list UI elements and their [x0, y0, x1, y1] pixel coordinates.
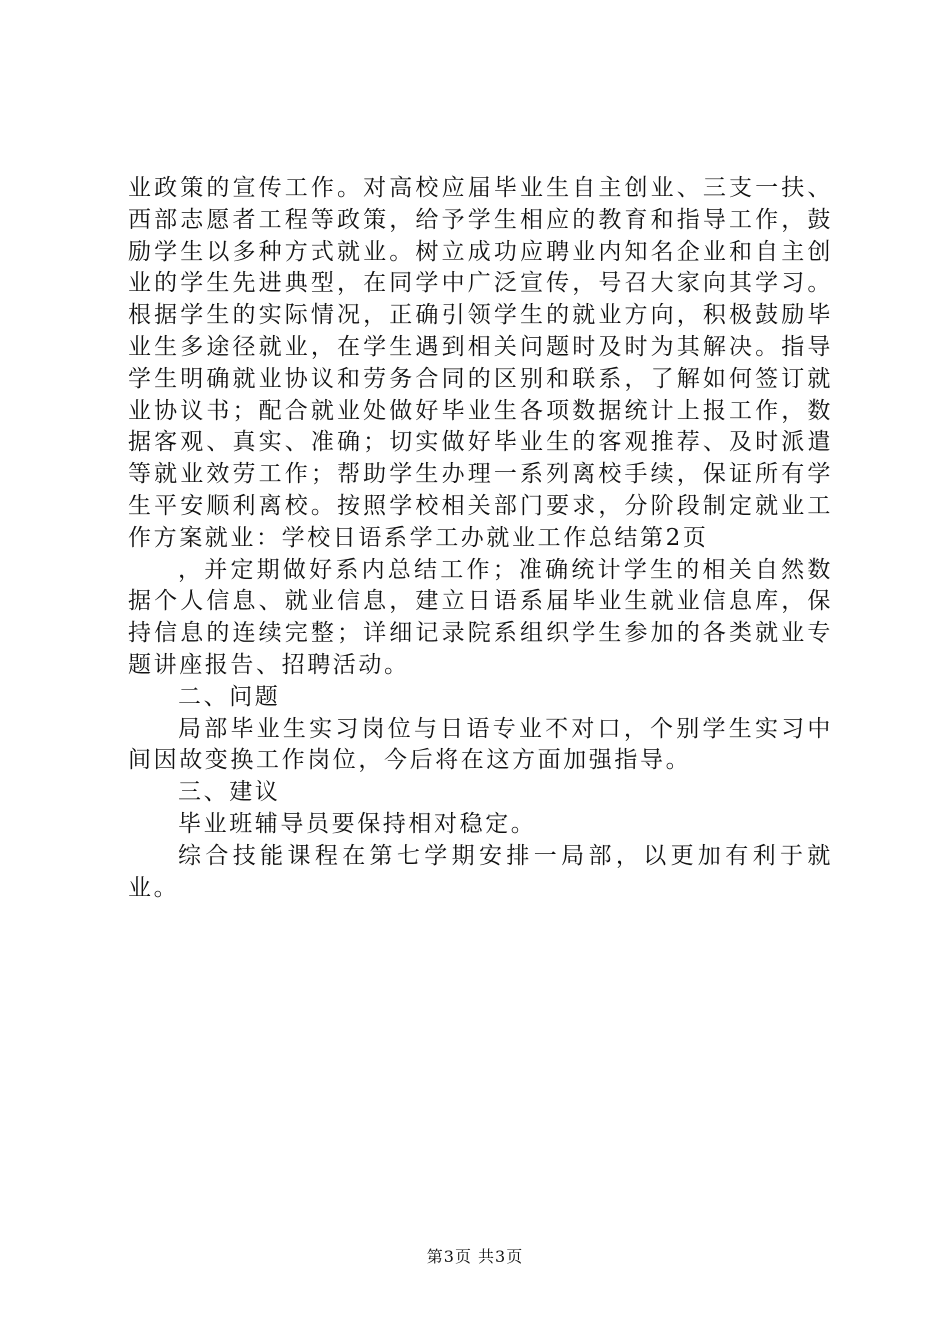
heading-problems: 二、问题	[178, 683, 281, 710]
paragraph-suggestion-2: 综合技能课程在第七学期安排一局部，以更加有利于就业。	[128, 842, 833, 901]
heading-suggestions: 三、建议	[178, 779, 281, 806]
document-body	[128, 173, 833, 904]
paragraph-summary-work: ，并定期做好系内总结工作；准确统计学生的相关自然数据个人信息、就业信息，建立日语系届毕业生就业信息库，保持信息的连续完整；详细记录院系组织学生参加的各类就业专题讲座报告、招聘活动。	[128, 556, 833, 678]
paragraph-suggestion-1: 毕业班辅导员要保持相对稳定。	[178, 810, 537, 837]
paragraph-problems: 局部毕业生实习岗位与日语专业不对口，个别学生实习中间因故变换工作岗位，今后将在这方面加强指导。	[128, 715, 833, 774]
page-footer: 第3页 共3页	[426, 1247, 524, 1266]
paragraph-continued-policy: 业政策的宣传工作。对高校应届毕业生自主创业、三支一扶、西部志愿者工程等政策，给予学生相应的教育和指导工作，鼓励学生以多种方式就业。树立成功应聘业内知名企业和自主创业的学生先进典型，在同学中广泛宣传，号召大家向其学习。根据学生的实际情况，正确引领学生的就业方向，积极鼓励毕业生多途径就业，在学生遇到相关问题时及时为其解决。指导学生明确就业协议和劳务合同的区别和联系，了解如何签订就业协议书；配合就业处做好毕业生各项数据统计上报工作，数据客观、真实、准确；切实做好毕业生的客观推荐、及时派遣等就业效劳工作；帮助学生办理一系列离校手续，保证所有学生平安顺利离校。按照学校相关部门要求，分阶段制定就业工作方案就业：学校日语系学工办就业工作总结第2页	[128, 175, 833, 551]
